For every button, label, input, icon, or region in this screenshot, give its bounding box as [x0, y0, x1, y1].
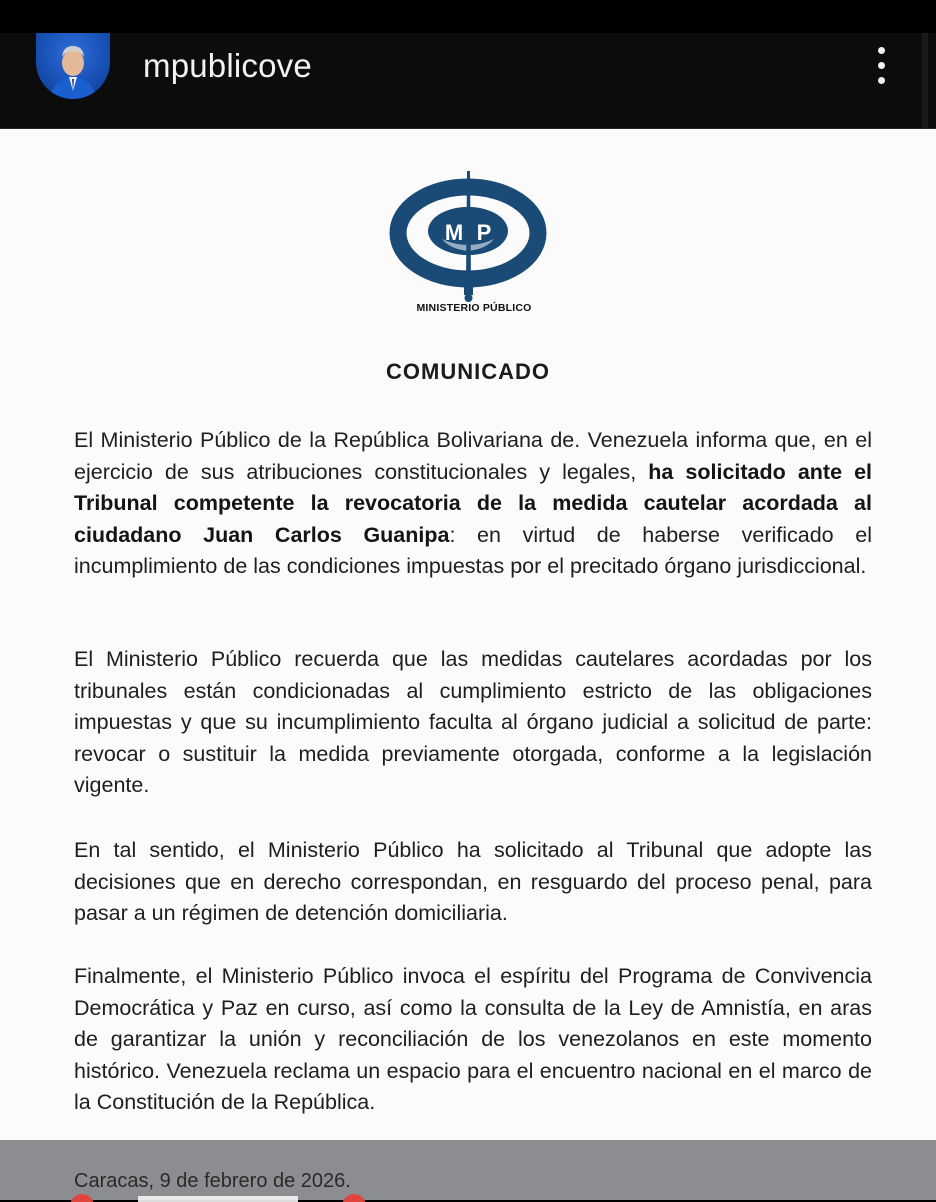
paragraph-3: En tal sentido, el Ministerio Público ha solicitado al Tribunal que adopte las decisiones que en derecho correspondan, en resguardo del proceso penal, para pasar a un régimen de detención domiciliaria.: [74, 838, 872, 926]
profile-avatar[interactable]: [36, 33, 110, 99]
ministerio-publico-logo: [378, 169, 558, 319]
scrollbar[interactable]: [922, 33, 928, 128]
account-username[interactable]: mpublicove: [143, 47, 312, 84]
more-options-icon[interactable]: [866, 43, 898, 89]
cropped-overlay-graphic: [68, 1192, 368, 1202]
paragraph-2: El Ministerio Público recuerda que las medidas cautelares acordadas por los tribunales están condicionadas al cumplimiento estricto de las obligaciones impuestas y que su incumplimiento faculta al órgano judicial a solicitud de parte: revocar o sustituir la medida previamente otorgada, conforme a la legislación vigente.: [74, 647, 872, 798]
paragraph-1: El Ministerio Público de la República Bolivariana de. Venezuela informa que, en el ejercicio de sus atribuciones constitucionales y legales, ha solicitado ante el Tribunal competente la revocatoria de la medida cautelar acordada al ciudadano Juan Carlos Guanipa: en virtud de haberse verificado el incumplimiento de las condiciones impuestas por el precitado órgano jurisdiccional.: [74, 428, 873, 579]
communique-document: [0, 129, 936, 1140]
status-bar: [0, 0, 936, 33]
logo-letter-p: P: [476, 220, 492, 245]
document-footer: [0, 1140, 936, 1200]
logo-letter-m: M: [444, 220, 464, 245]
paragraph-4: Finalmente, el Ministerio Público invoca el espíritu del Programa de Convivencia Democrática y Paz en curso, así como la consulta de la Ley de Amnistía, en aras de garantizar la unión y reconciliación de los venezolanos en este momento histórico. Venezuela reclama un espacio para el encuentro nacional en el marco de la Constitución de la República.: [74, 964, 872, 1115]
document-title: COMUNICADO: [386, 359, 550, 384]
logo-caption: MINISTERIO PÚBLICO: [416, 302, 532, 314]
place-date: Caracas, 9 de febrero de 2026.: [74, 1170, 351, 1192]
post-header: [0, 33, 936, 129]
